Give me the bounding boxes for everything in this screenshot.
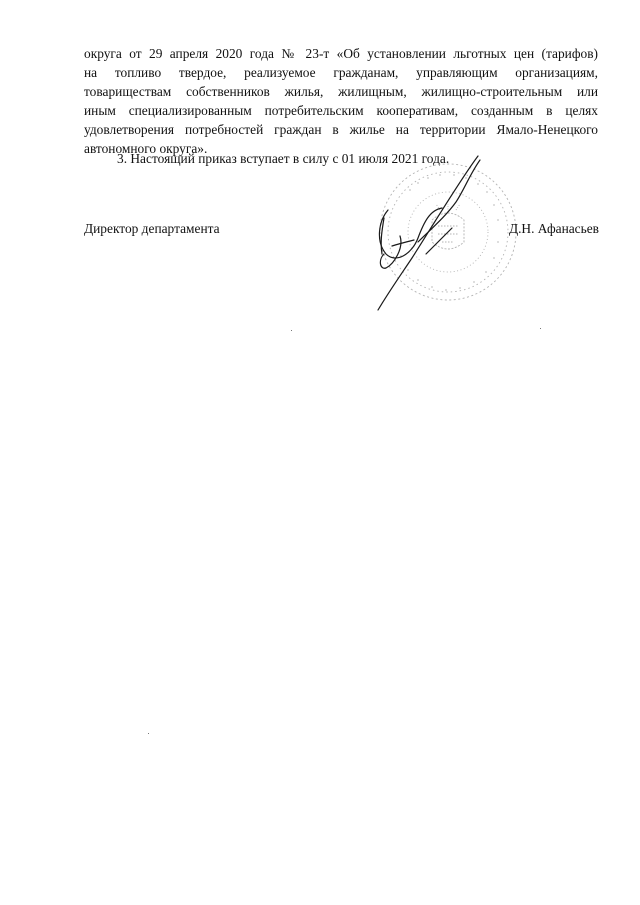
paragraph-2-line-1: округа от 29 апреля 2020 года № 23-т «Об установлении льготных цен (тарифов) xyxy=(84,46,598,61)
paragraph-3-text: 3. Настоящий приказ вступает в силу с 01 июля 2021 года. xyxy=(117,151,450,166)
paragraph-3 xyxy=(84,149,598,168)
signatory-position: Директор департамента xyxy=(84,221,220,236)
paragraph-2-line-4: иным специализированным потребительским кооперативам, созданным в целях xyxy=(84,103,598,118)
scan-speck xyxy=(540,328,541,329)
paragraph-2 xyxy=(84,44,598,158)
handwritten-signature xyxy=(360,150,500,315)
paragraph-2-line-3: товариществам собственников жилья, жилищным, жилищно-строительным или xyxy=(84,84,598,99)
scan-speck xyxy=(291,330,292,331)
paragraph-2-line-5: удовлетворения потребностей граждан в жилье на территории Ямало-Ненецкого xyxy=(84,122,598,137)
scan-speck xyxy=(148,733,149,734)
paragraph-2-line-6: автономного округа». xyxy=(84,141,208,156)
signatory-name: Д.Н. Афанасьев xyxy=(508,221,599,236)
paragraph-2-line-2: на топливо твердое, реализуемое гражданам, управляющим организациям, xyxy=(84,65,598,80)
